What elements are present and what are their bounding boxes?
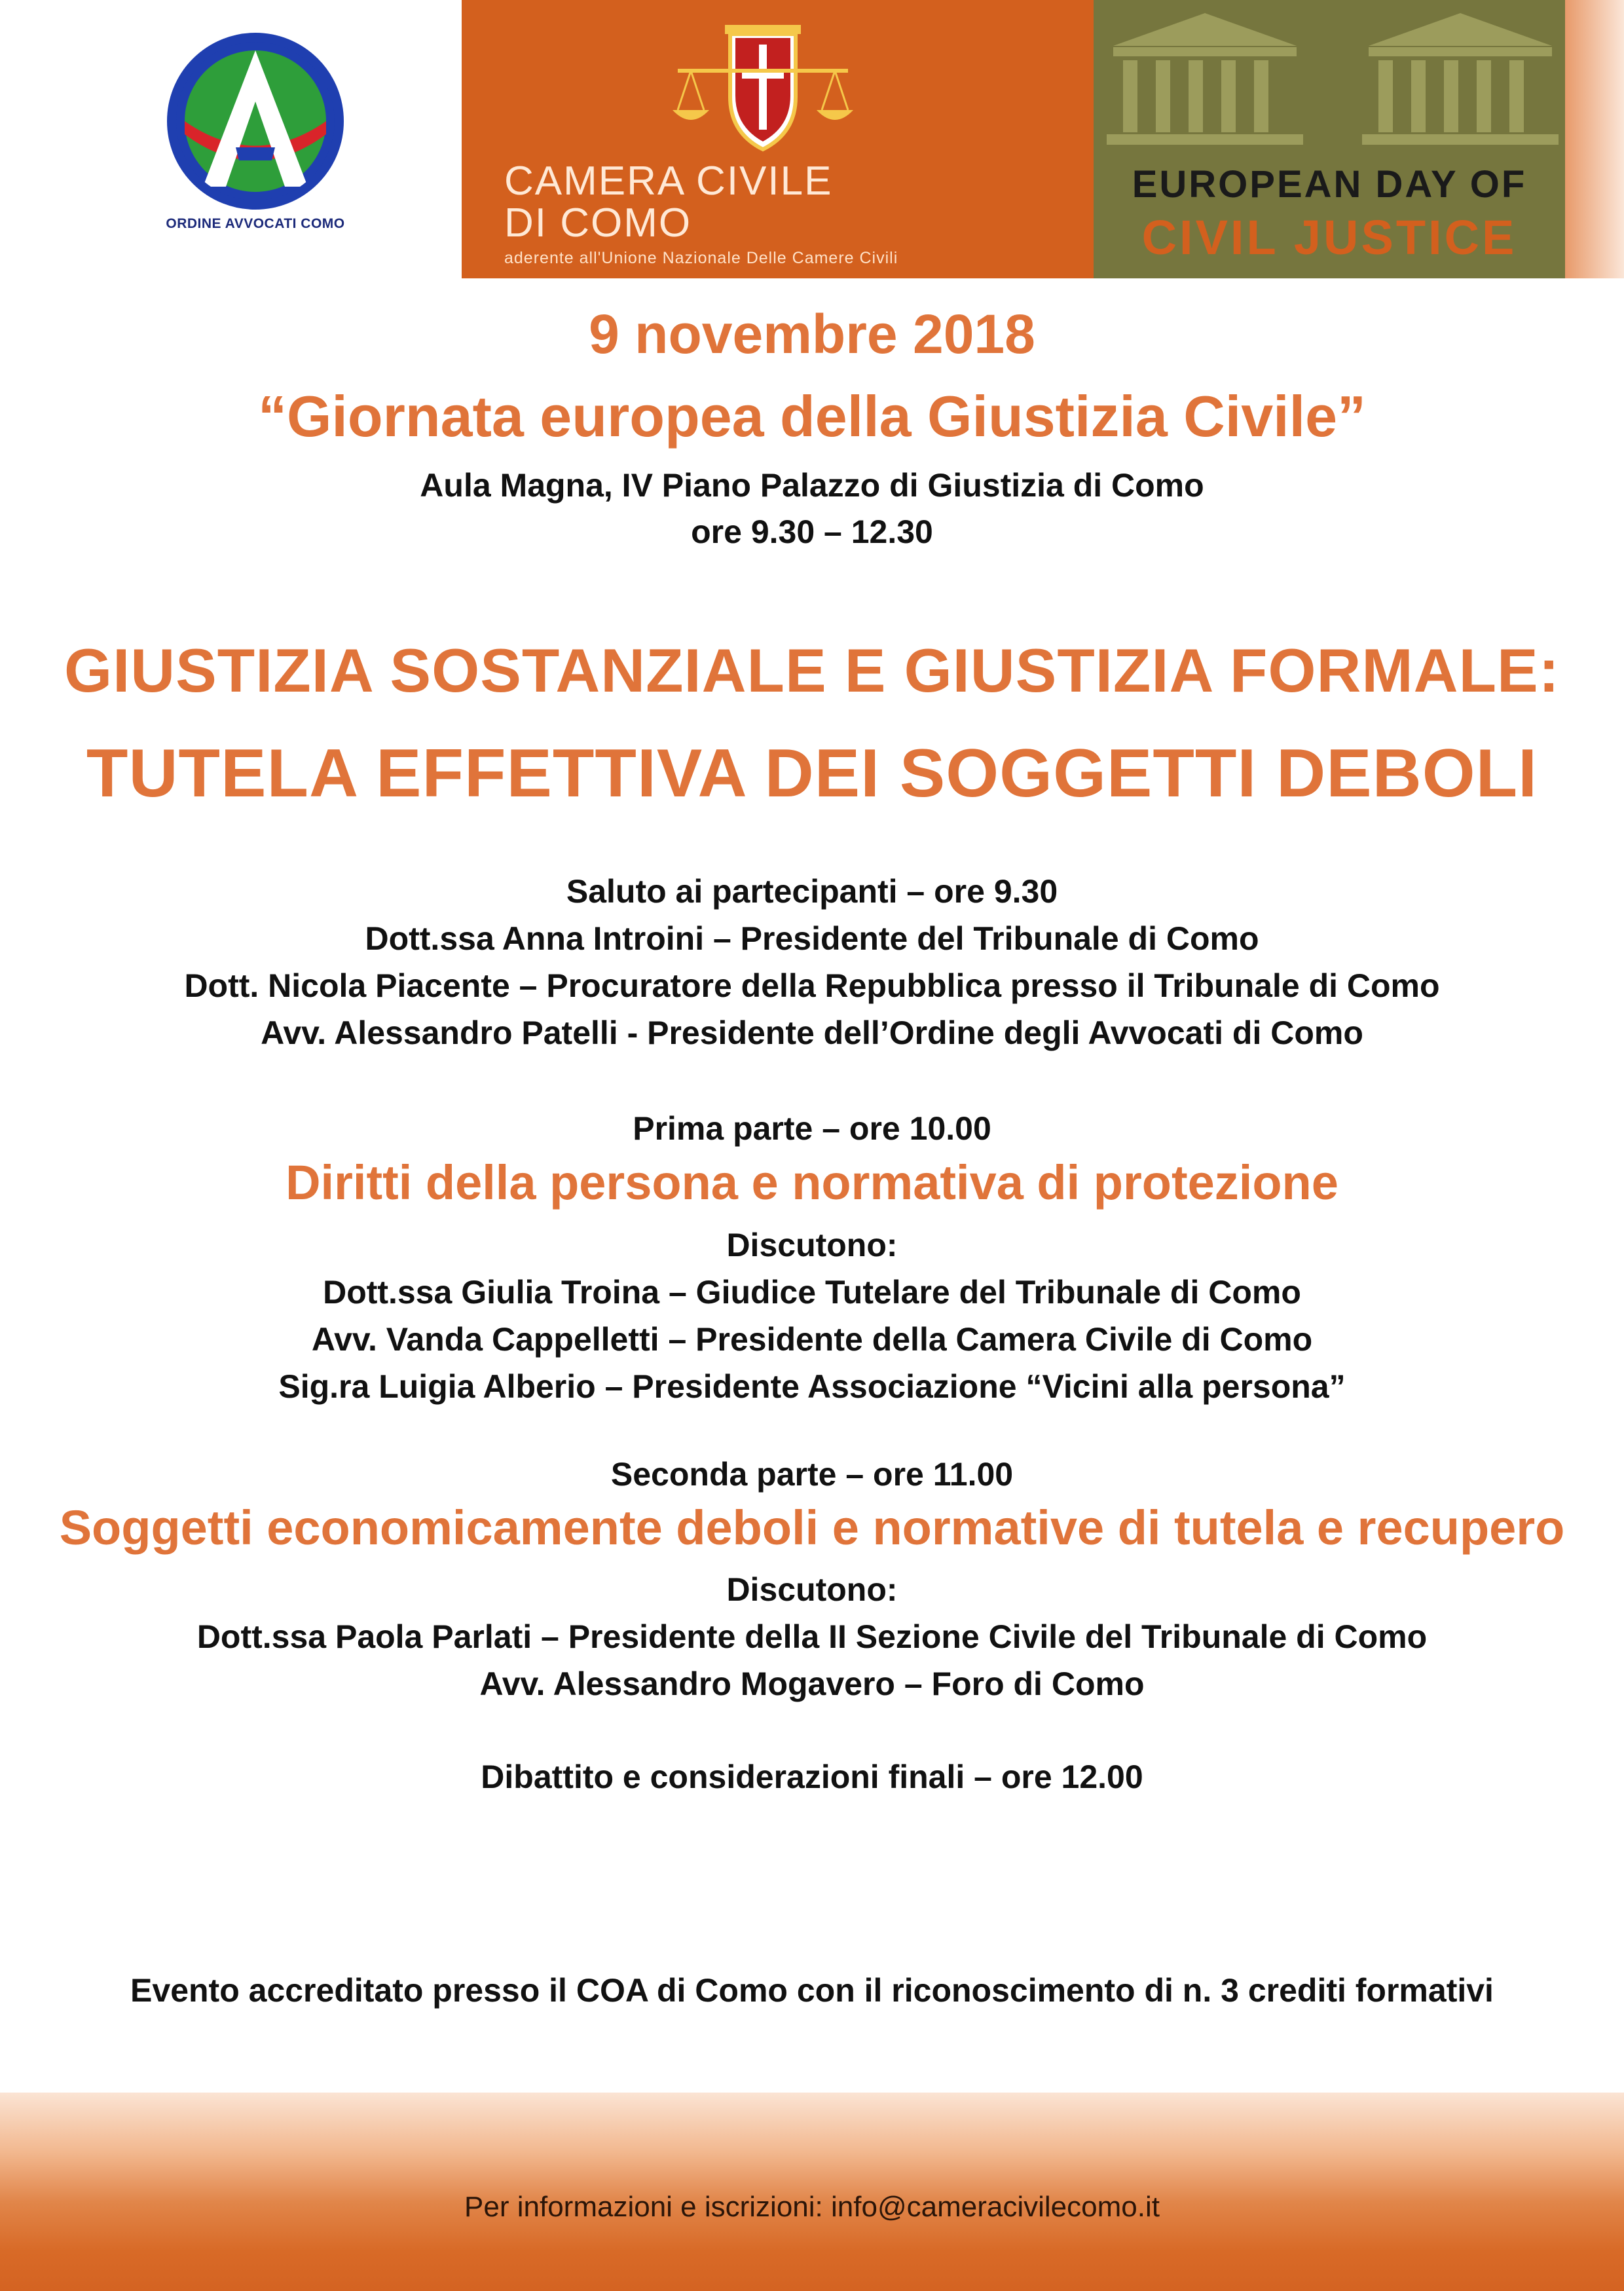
camera-civile-banner xyxy=(462,0,1094,278)
part1-heading: Prima parte – ore 10.00 xyxy=(633,1110,991,1147)
part2-speaker: Dott.ssa Paola Parlati – Presidente della II Sezione Civile del Tribunale di Como xyxy=(196,1618,1428,1655)
ordine-avvocati-logo-icon xyxy=(164,29,347,213)
accreditation-note: Evento accreditato presso il COA di Como con il riconoscimento di n. 3 crediti formativi xyxy=(130,1972,1494,2009)
event-venue: Aula Magna, IV Piano Palazzo di Giustizia di Como xyxy=(420,467,1204,504)
event-title: “Giornata europea della Giustizia Civile” xyxy=(257,384,1367,449)
part1-title: Diritti della persona e normativa di protezione xyxy=(286,1155,1338,1210)
civil-justice-title: CIVIL JUSTICE xyxy=(1141,210,1517,265)
part1-speaker: Dott.ssa Giulia Troina – Giudice Tutelare del Tribunale di Como xyxy=(323,1274,1301,1311)
part2-title: Soggetti economicamente deboli e normative di tutela e recupero xyxy=(59,1500,1565,1555)
event-date: 9 novembre 2018 xyxy=(589,303,1035,365)
european-day-banner xyxy=(1094,0,1565,278)
european-day-title: EUROPEAN DAY OF xyxy=(1132,163,1527,206)
main-title-line1: GIUSTIZIA SOSTANZIALE E GIUSTIZIA FORMALE: xyxy=(64,636,1560,705)
header-edge-strip xyxy=(1565,0,1624,278)
scales-crest-icon xyxy=(665,18,861,156)
event-time: ore 9.30 – 12.30 xyxy=(691,513,933,550)
courthouse-icon xyxy=(1094,0,1565,157)
main-title-line2: TUTELA EFFETTIVA DEI SOGGETTI DEBOLI xyxy=(86,736,1538,811)
camera-civile-name: CAMERA CIVILE DI COMO xyxy=(504,158,833,246)
greeting-speaker: Avv. Alessandro Patelli - Presidente dell’Ordine degli Avvocati di Como xyxy=(261,1015,1363,1051)
camera-civile-subtitle: aderente all'Unione Nazionale Delle Camere Civili xyxy=(504,249,898,267)
ordine-avvocati-caption: ORDINE AVVOCATI COMO xyxy=(166,216,345,231)
footer-band xyxy=(0,2093,1624,2291)
footer-contact: Per informazioni e iscrizioni: info@cameracivilecomo.it xyxy=(464,2191,1160,2223)
part1-speaker: Avv. Vanda Cappelletti – Presidente della Camera Civile di Como xyxy=(311,1321,1313,1358)
greeting-speaker: Dott. Nicola Piacente – Procuratore della Repubblica presso il Tribunale di Como xyxy=(184,967,1440,1004)
ordine-avvocati-logo xyxy=(46,13,465,275)
part2-heading: Seconda parte – ore 11.00 xyxy=(610,1456,1014,1493)
greeting-speaker: Dott.ssa Anna Introini – Presidente del Tribunale di Como xyxy=(365,920,1259,957)
header-banner xyxy=(0,0,1624,278)
part2-speaker: Avv. Alessandro Mogavero – Foro di Como xyxy=(479,1666,1145,1702)
part1-speaker: Sig.ra Luigia Alberio – Presidente Associazione “Vicini alla persona” xyxy=(278,1368,1346,1405)
closing-line: Dibattito e considerazioni finali – ore 12.00 xyxy=(481,1759,1143,1795)
part1-discuss-label: Discutono: xyxy=(726,1227,898,1263)
greeting-heading: Saluto ai partecipanti – ore 9.30 xyxy=(566,873,1058,910)
part2-discuss-label: Discutono: xyxy=(726,1571,898,1608)
